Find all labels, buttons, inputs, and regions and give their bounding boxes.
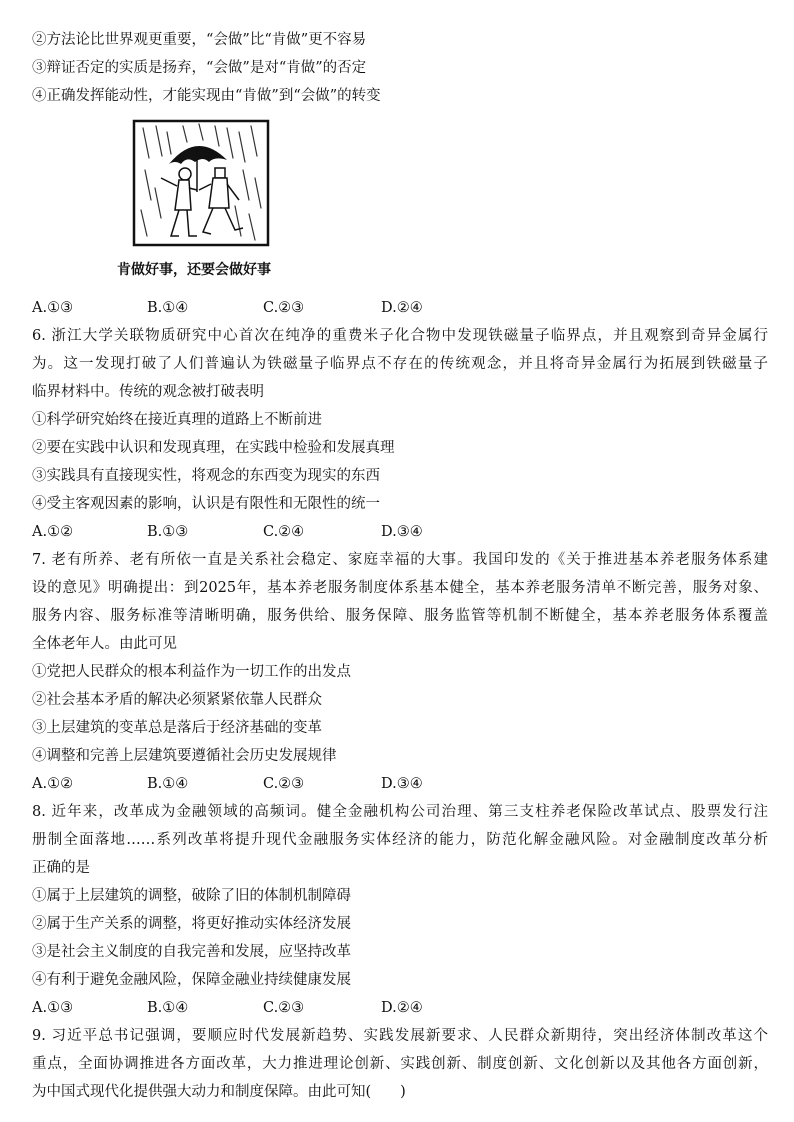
q5-statement-3: ③辩证否定的实质是扬弃，“会做”是对“肯做”的否定 xyxy=(32,60,367,76)
q5-option-c[interactable]: C.②③ xyxy=(263,300,305,316)
q8-stem-line-2: 册制全面落地……系列改革将提升现代金融服务实体经济的能力，防范化解金融风险。对金融制度改革分析 xyxy=(32,832,768,848)
q8-statement-2: ②属于生产关系的调整，将更好推动实体经济发展 xyxy=(32,916,351,932)
q7-statement-2: ②社会基本矛盾的解决必须紧紧依靠人民群众 xyxy=(32,692,322,708)
q5-option-d[interactable]: D.②④ xyxy=(381,300,423,316)
q8-statement-1: ①属于上层建筑的调整，破除了旧的体制机制障碍 xyxy=(32,888,351,904)
q6-statement-3: ③实践具有直接现实性，将观念的东西变为现实的东西 xyxy=(32,468,380,484)
figure-caption: 肯做好事，还要会做好事 xyxy=(117,262,271,278)
q7-statement-4: ④调整和完善上层建筑要遵循社会历史发展规律 xyxy=(32,748,337,764)
q6-options xyxy=(32,522,768,542)
q6-statement-4: ④受主客观因素的影响，认识是有限性和无限性的统一 xyxy=(32,496,380,512)
q8-options xyxy=(32,998,768,1018)
q6-stem-line-1: 6. 浙江大学关联物质研究中心首次在纯净的重费米子化合物中发现铁磁量子临界点，并且观察到奇异金属行 xyxy=(32,328,768,344)
q9-stem-line-2: 重点，全面协调推进各方面改革，大力推进理论创新、实践创新、制度创新、文化创新以及其他各方面创新， xyxy=(32,1056,768,1072)
q6-stem-line-3: 临界材料中。传统的观念被打破表明 xyxy=(32,384,264,400)
q6-option-a[interactable]: A.①② xyxy=(32,524,74,540)
q7-stem-line-4: 全体老年人。由此可见 xyxy=(32,636,177,652)
q7-stem-line-2: 设的意见》明确提出：到2025年，基本养老服务制度体系基本健全，基本养老服务清单不断完善，服务对象、 xyxy=(32,580,768,596)
q6-statement-2: ②要在实践中认识和发现真理，在实践中检验和发展真理 xyxy=(32,440,395,456)
q7-statement-1: ①党把人民群众的根本利益作为一切工作的出发点 xyxy=(32,664,351,680)
q5-option-b[interactable]: B.①④ xyxy=(147,300,189,316)
q8-option-a[interactable]: A.①③ xyxy=(32,1000,74,1016)
q7-option-c[interactable]: C.②③ xyxy=(263,776,305,792)
q8-option-b[interactable]: B.①④ xyxy=(147,1000,189,1016)
q7-option-d[interactable]: D.③④ xyxy=(381,776,423,792)
q6-stem-line-2: 为。这一发现打破了人们普遍认为铁磁量子临界点不存在的传统观念，并且将奇异金属行为拓展到铁磁量子 xyxy=(32,356,768,372)
q9-stem-line-3: 为中国式现代化提供强大动力和制度保障。由此可知( ) xyxy=(32,1084,406,1100)
q9-stem-line-1: 9. 习近平总书记强调，要顺应时代发展新趋势、实践发展新要求、人民群众新期待，突出经济体制改革这个 xyxy=(32,1028,768,1044)
q6-option-d[interactable]: D.③④ xyxy=(381,524,423,540)
q8-stem-line-1: 8. 近年来，改革成为金融领域的高频词。健全金融机构公司治理、第三支柱养老保险改革试点、股票发行注 xyxy=(32,804,768,820)
cartoon-umbrella-rain-icon xyxy=(131,118,271,248)
q7-option-a[interactable]: A.①② xyxy=(32,776,74,792)
q7-statement-3: ③上层建筑的变革总是落后于经济基础的变革 xyxy=(32,720,322,736)
q7-option-b[interactable]: B.①④ xyxy=(147,776,189,792)
q8-statement-4: ④有利于避免金融风险，保障金融业持续健康发展 xyxy=(32,972,351,988)
q6-statement-1: ①科学研究始终在接近真理的道路上不断前进 xyxy=(32,412,322,428)
q7-stem-line-3: 服务内容、服务标准等清晰明确，服务供给、服务保障、服务监管等机制不断健全，基本养老服务体系覆盖 xyxy=(32,608,768,624)
q7-stem-line-1: 7. 老有所养、老有所依一直是关系社会稳定、家庭幸福的大事。我国印发的《关于推进基本养老服务体系建 xyxy=(32,552,768,568)
q6-option-c[interactable]: C.②④ xyxy=(263,524,305,540)
q6-option-b[interactable]: B.①③ xyxy=(147,524,189,540)
q5-statement-4: ④正确发挥能动性，才能实现由“肯做”到“会做”的转变 xyxy=(32,88,381,104)
q5-option-a[interactable]: A.①③ xyxy=(32,300,74,316)
q8-stem-line-3: 正确的是 xyxy=(32,860,90,876)
q8-option-d[interactable]: D.②④ xyxy=(381,1000,423,1016)
q7-options xyxy=(32,774,768,794)
q5-options xyxy=(32,298,768,318)
q8-option-c[interactable]: C.②③ xyxy=(263,1000,305,1016)
q8-statement-3: ③是社会主义制度的自我完善和发展，应坚持改革 xyxy=(32,944,351,960)
q5-statement-2: ②方法论比世界观更重要，“会做”比“肯做”更不容易 xyxy=(32,32,367,48)
